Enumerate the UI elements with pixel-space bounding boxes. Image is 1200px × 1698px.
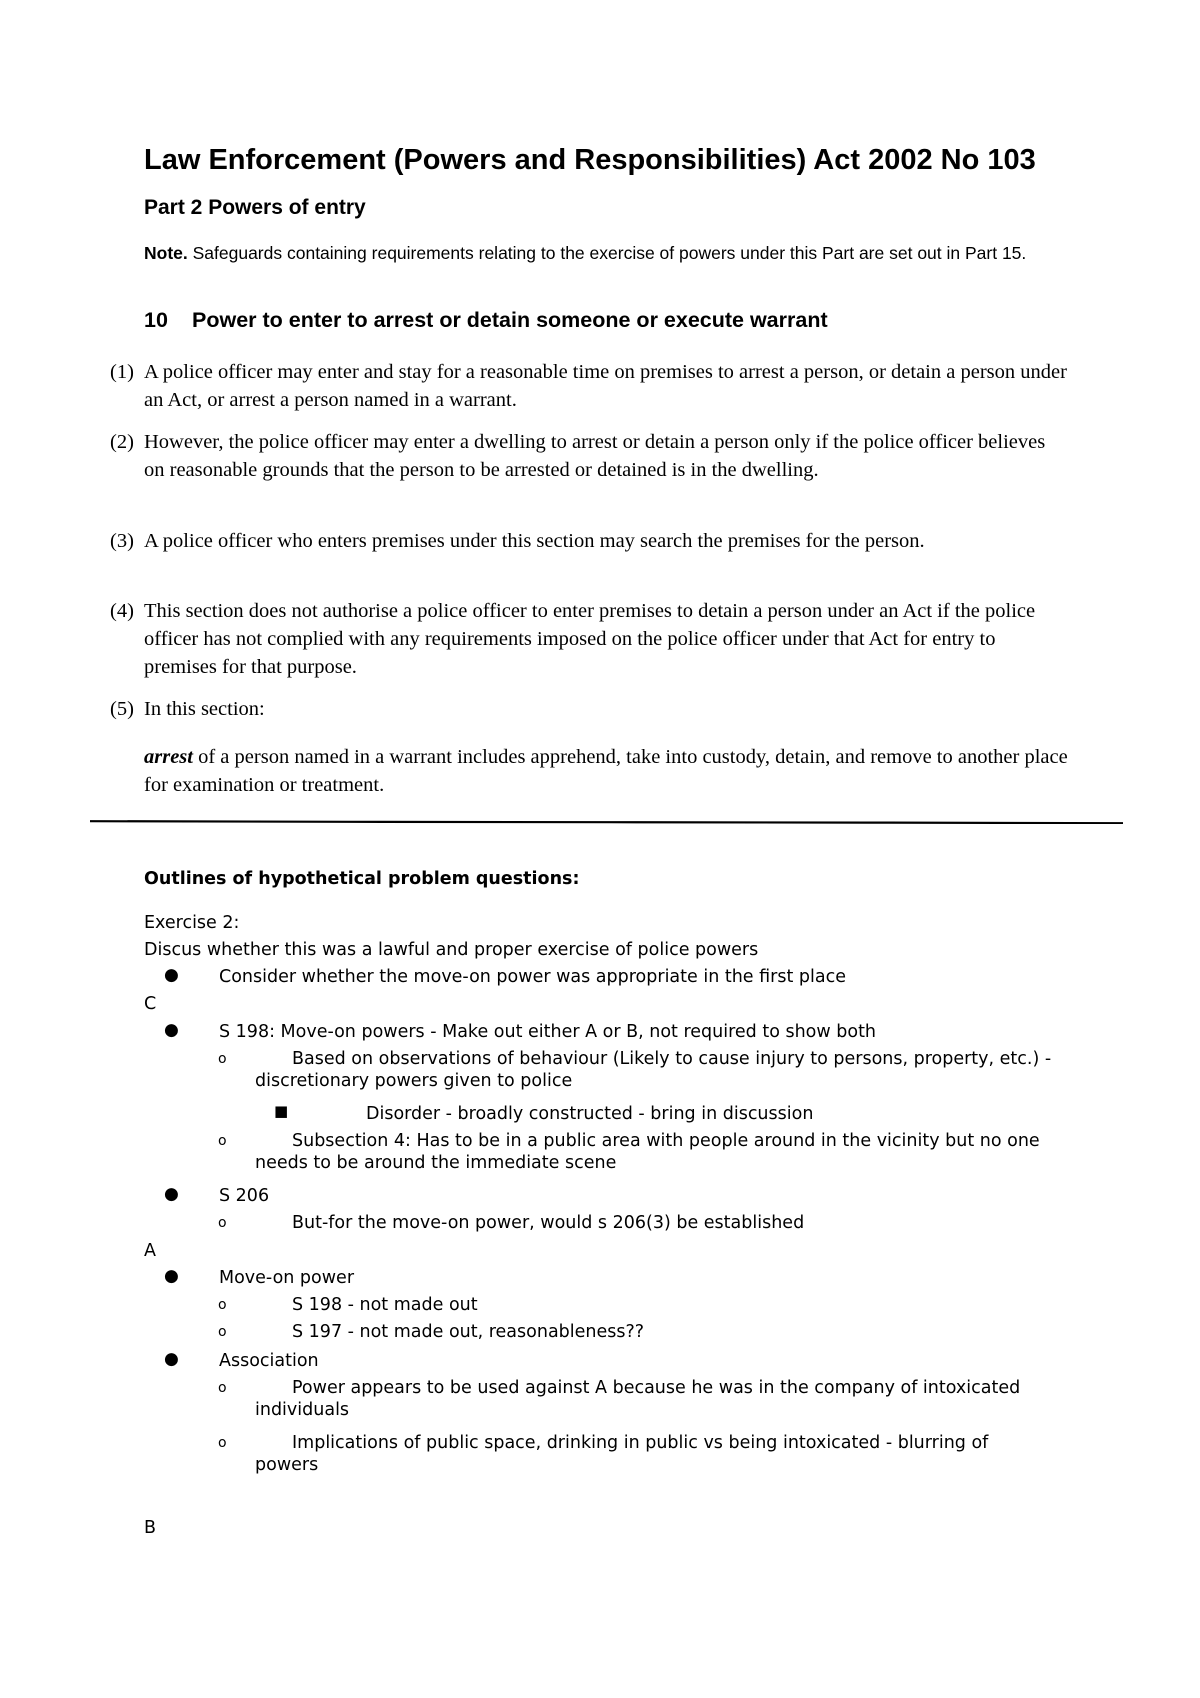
subsection-1 (110, 358, 1070, 414)
bullet-circle: o (218, 1435, 227, 1451)
list-item: But-for the move-on power, would s 206(3) be established (292, 1213, 805, 1233)
definition-paragraph (144, 743, 1074, 799)
subsection-2 (110, 428, 1070, 484)
bullet-dot: ● (164, 1184, 179, 1204)
subsection-3 (110, 527, 1070, 555)
bullet-circle: o (218, 1324, 227, 1340)
subsection-number: (3) (110, 530, 134, 552)
list-item: S 198: Move-on powers - Make out either A or B, not required to show both (219, 1022, 877, 1042)
note-label: Note. (144, 243, 188, 263)
section-heading (144, 308, 828, 333)
list-item: Disorder - broadly constructed - bring in discussion (366, 1104, 814, 1124)
subsection-5 (110, 695, 1070, 723)
bullet-square: ■ (274, 1102, 289, 1120)
list-item: Consider whether the move-on power was appropriate in the first place (219, 967, 846, 987)
list-item: Subsection 4: Has to be in a public area with people around in the vicinity but no one needs to be around the immediate scene (255, 1131, 1040, 1173)
notes-intro: Discus whether this was a lawful and proper exercise of police powers (144, 940, 759, 960)
party-label-c: C (144, 994, 157, 1014)
bullet-circle: o (218, 1051, 227, 1067)
subsection-text: A police officer who enters premises under this section may search the premises for the person. (144, 530, 925, 552)
party-label-b: B (144, 1518, 157, 1538)
list-item: S 197 - not made out, reasonableness?? (292, 1322, 645, 1342)
note-text: Safeguards containing requirements relating to the exercise of powers under this Part are set out in Part 15. (187, 243, 1027, 263)
list-item: Based on observations of behaviour (Likely to cause injury to persons, property, etc.) - discretionary powers given to police (255, 1049, 1052, 1091)
list-item: S 198 - not made out (292, 1295, 478, 1315)
bullet-dot: ● (164, 1020, 179, 1040)
list-item: Move-on power (219, 1268, 355, 1288)
definition-text: of a person named in a warrant includes apprehend, take into custody, detain, and remove to another place for examination or treatment. (144, 746, 1068, 796)
exercise-label: Exercise 2: (144, 913, 240, 933)
bullet-dot: ● (164, 1266, 179, 1286)
subsection-text: In this section: (144, 698, 265, 720)
bullet-circle: o (218, 1297, 227, 1313)
list-item: S 206 (219, 1186, 270, 1206)
subsection-text: However, the police officer may enter a dwelling to arrest or detain a person only if the police officer believes on reasonable grounds that the person to be arrested or detained is in the dwelling. (144, 431, 1046, 481)
bullet-dot: ● (164, 965, 179, 985)
part-heading: Part 2 Powers of entry (144, 196, 366, 219)
subsection-number: (1) (110, 361, 134, 383)
bullet-circle: o (218, 1380, 227, 1396)
definition-term: arrest (144, 746, 193, 768)
section-number: 10 (144, 308, 168, 332)
bullet-dot: ● (164, 1349, 179, 1369)
document-title: Law Enforcement (Powers and Responsibilities) Act 2002 No 103 (144, 144, 1036, 176)
bullet-circle: o (218, 1215, 227, 1231)
list-item: Implications of public space, drinking in public vs being intoxicated - blurring of powers (255, 1433, 989, 1475)
subsection-number: (5) (110, 698, 134, 720)
section-title: Power to enter to arrest or detain someone or execute warrant (192, 308, 828, 332)
note-paragraph (144, 242, 1044, 264)
bullet-circle: o (218, 1133, 227, 1149)
party-label-a: A (144, 1241, 156, 1261)
notes-heading: Outlines of hypothetical problem questions: (144, 869, 580, 889)
subsection-number: (2) (110, 431, 134, 453)
list-item: Power appears to be used against A because he was in the company of intoxicated individuals (255, 1378, 1021, 1420)
subsection-4 (110, 597, 1070, 681)
subsection-text: This section does not authorise a police officer to enter premises to detain a person under an Act if the police officer has not complied with any requirements imposed on the police officer under that Act for entry to premises for that purpose. (144, 600, 1036, 678)
list-item: Association (219, 1351, 319, 1371)
horizontal-divider (90, 820, 1123, 824)
subsection-number: (4) (110, 600, 134, 622)
subsection-text: A police officer may enter and stay for a reasonable time on premises to arrest a person, or detain a person under an Act, or arrest a person named in a warrant. (144, 361, 1067, 411)
